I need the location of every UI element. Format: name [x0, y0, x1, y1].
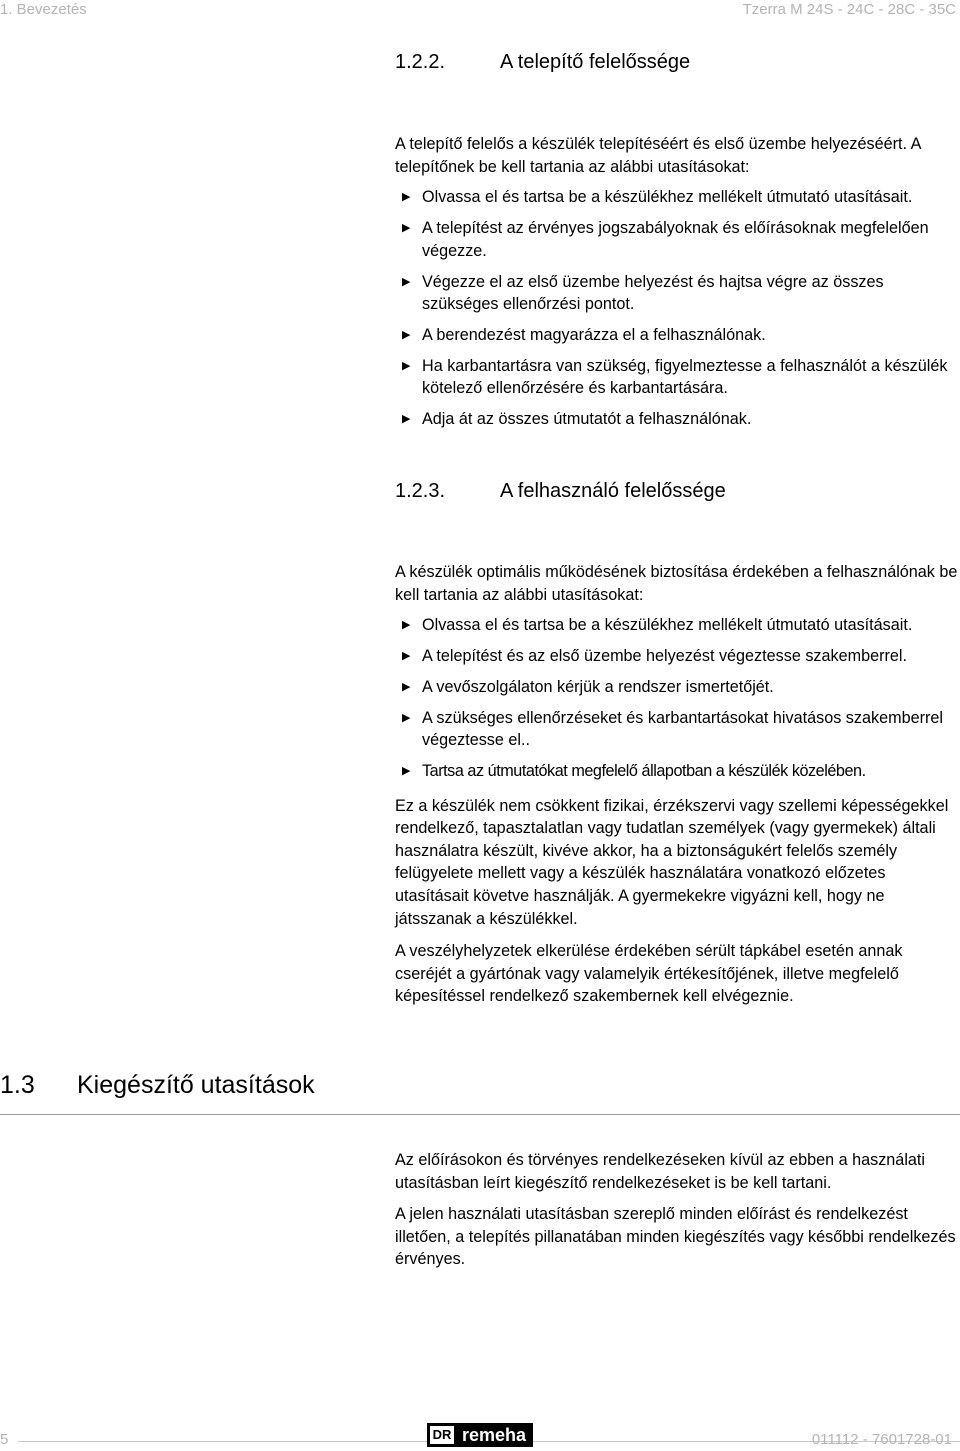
installer-instruction-list	[395, 186, 958, 430]
user-section-body	[395, 561, 958, 1008]
running-header-chapter: 1. Bevezetés	[0, 1, 87, 18]
caret-right-icon: ▶	[402, 359, 411, 372]
user-intro: A készülék optimális működésének biztosítása érdekében a felhasználónak be kell tartania az alábbi utasításokat:	[395, 563, 958, 604]
supplementary-paragraph: Az előírásokon és törvényes rendelkezéseken kívül az ebben a használati utasításban leírt kiegészítő rendelkezéseket is be kell tartani.	[395, 1151, 926, 1192]
section-heading-supplementary	[0, 1069, 315, 1101]
brand-name: remeha	[462, 1425, 527, 1445]
list-item: ▶ Olvassa el és tartsa be a készülékhez mellékelt útmutató utasításait.	[402, 616, 913, 635]
supplementary-paragraph: A jelen használati utasításban szereplő minden előírást és rendelkezést illetően, a telepítés pillanatában minden kiegészítés vagy későbbi rendelkezés érvényes.	[395, 1205, 956, 1269]
heading-number: 1.2.2.	[395, 51, 446, 73]
supplementary-body	[395, 1149, 958, 1271]
list-item: ▶ A telepítést és az első üzembe helyezést végeztesse szakemberrel.	[402, 647, 907, 666]
caret-right-icon: ▶	[402, 222, 411, 235]
document-code: 011112 - 7601728-01	[811, 1431, 952, 1448]
caret-right-icon: ▶	[402, 413, 411, 426]
section-divider	[0, 1114, 960, 1115]
running-header-product: Tzerra M 24S - 24C - 28C - 35C	[742, 1, 956, 18]
caret-right-icon: ▶	[402, 711, 411, 724]
list-item: ▶ A vevőszolgálaton kérjük a rendszer ismertetőjét.	[402, 677, 774, 696]
list-item: ▶ Végezze el az első üzembe helyezést és hajtsa végre az összes szükséges ellenőrzési pontot.	[402, 272, 884, 314]
user-instruction-list	[395, 614, 958, 782]
brand-mark: DR	[430, 1426, 454, 1444]
list-item: ▶ Olvassa el és tartsa be a készülékhez mellékelt útmutató utasításait.	[402, 188, 913, 207]
list-item: ▶ A szükséges ellenőrzéseket és karbantartásokat hivatásos szakemberrel végeztesse el..	[402, 708, 943, 750]
installer-section-body	[395, 133, 958, 431]
list-item: ▶ Adja át az összes útmutatót a felhasználónak.	[402, 410, 752, 429]
user-capability-notice: Ez a készülék nem csökkent fizikai, érzékszervi vagy szellemi képességekkel rendelkező, tapasztalatlan vagy tudatlan személyek (vagy gyermekek) általi használatra készült, kivéve akkor, ha a biztonságukért felelős személy felügyelete mellett vagy a készülék használatára vonatkozó előzetes utasításait követve használják. A gyermekekre vigyázni kell, hogy ne játsszanak a készülékkel.	[395, 796, 949, 928]
remeha-logo	[427, 1423, 533, 1447]
heading-installer-responsibility	[395, 49, 690, 75]
heading-number: 1.2.3.	[395, 480, 446, 502]
caret-right-icon: ▶	[402, 191, 411, 204]
caret-right-icon: ▶	[402, 275, 411, 288]
heading-title: A felhasználó felelőssége	[500, 480, 726, 502]
caret-right-icon: ▶	[402, 328, 411, 341]
list-item: ▶ A telepítést az érvényes jogszabályoknak és előírásoknak megfelelően végezze.	[402, 219, 929, 260]
power-cable-notice: A veszélyhelyzetek elkerülése érdekében sérült tápkábel esetén annak cseréjét a gyártónak vagy valamelyik értékesítőjének, illetve megfelelő képesítéssel rendelkező szakembernek kell elvégeznie.	[395, 942, 903, 1006]
heading-title: A telepítő felelőssége	[500, 51, 691, 73]
heading-user-responsibility	[395, 478, 726, 504]
caret-right-icon: ▶	[402, 680, 411, 693]
section-title: Kiegészítő utasítások	[77, 1071, 315, 1099]
section-number: 1.3	[0, 1071, 35, 1099]
caret-right-icon: ▶	[402, 650, 411, 663]
caret-right-icon: ▶	[402, 619, 411, 632]
list-item: ▶ Tartsa az útmutatókat megfelelő állapotban a készülék közelében.	[402, 762, 866, 781]
installer-intro: A telepítő felelős a készülék telepítéséért és első üzembe helyezéséért. A telepítőnek be kell tartania az alábbi utasításokat:	[395, 135, 921, 176]
list-item: ▶ Ha karbantartásra van szükség, figyelmeztesse a felhasználót a készülék kötelező ellenőrzésére és karbantartására.	[402, 356, 948, 398]
caret-right-icon: ▶	[402, 765, 411, 778]
page-number: 5	[0, 1431, 9, 1448]
list-item: ▶ A berendezést magyarázza el a felhasználónak.	[402, 325, 766, 344]
